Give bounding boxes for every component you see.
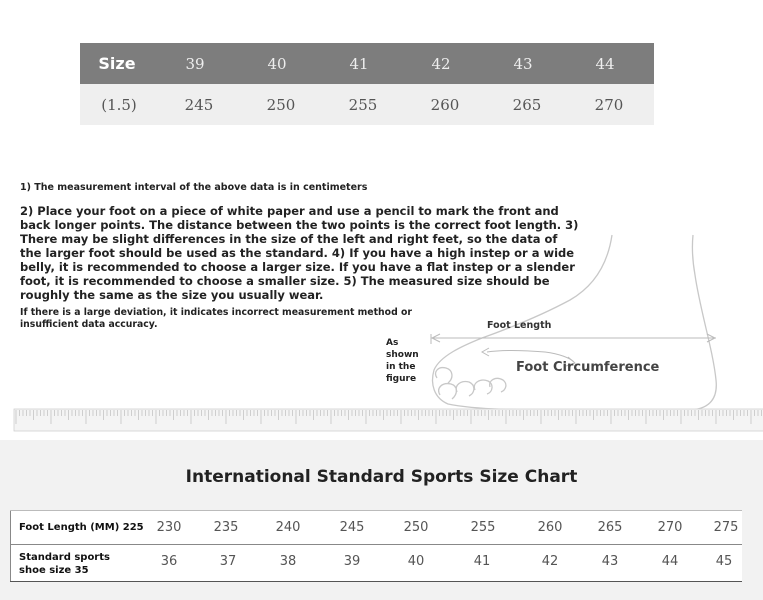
size-header-label: Size: [98, 54, 136, 73]
shoe-size-cell: 38: [279, 554, 297, 569]
shoe-size-cell: 44: [661, 554, 679, 569]
foot-length-cell: 270: [657, 520, 683, 535]
foot-length-cell: 250: [403, 520, 429, 535]
shoe-size-cell: 45: [715, 554, 733, 569]
foot-circumference-label: Foot Circumference: [516, 360, 660, 375]
size-chart-title: International Standard Sports Size Chart: [185, 467, 578, 487]
as-shown-label: As shown in the figure: [386, 338, 419, 384]
foot-length-cell: 265: [597, 520, 623, 535]
shoe-size-cell: 39: [343, 554, 361, 569]
foot-length-cell: 230: [156, 520, 182, 535]
foot-length-row-label: Foot Length (MM) 225: [19, 522, 144, 533]
foot-length-label: Foot Length: [487, 320, 552, 331]
foot-length-row: [10, 511, 742, 544]
ruler: [14, 409, 763, 431]
foot-length-cell: 245: [339, 520, 365, 535]
foot-length-cell: 275: [713, 520, 739, 535]
size-cell: 44: [595, 54, 615, 73]
size-cell: 42: [431, 54, 451, 73]
shoe-size-cell: 43: [601, 554, 619, 569]
shoe-size-cell: 41: [473, 554, 491, 569]
size-cell: 43: [513, 54, 533, 73]
value-cell: 270: [594, 95, 624, 114]
size-cell: 41: [349, 54, 369, 73]
shoe-size-cell: 37: [219, 554, 237, 569]
foot-length-cell: 235: [213, 520, 239, 535]
shoe-size-cell: 40: [407, 554, 425, 569]
value-cell: 265: [512, 95, 542, 114]
measurement-note: 1) The measurement interval of the above data is in centimeters: [20, 182, 368, 193]
row-label: (1.5): [101, 95, 137, 114]
value-cell: 260: [430, 95, 460, 114]
shoe-size-cell: 36: [160, 554, 178, 569]
size-cell: 39: [185, 54, 205, 73]
value-cell: 245: [184, 95, 214, 114]
foot-length-cell: 255: [470, 520, 496, 535]
foot-length-cell: 260: [537, 520, 563, 535]
value-cell: 250: [266, 95, 296, 114]
shoe-size-row: [10, 545, 742, 578]
shoe-size-row-label: Standard sports shoe size 35: [19, 552, 110, 576]
instructions-text: 2) Place your foot on a piece of white paper and use a pencil to mark the front and back longer points. The distance between the two points is the correct foot length. 3) There may be slight differences in the size of the left and right feet, so the data of the larger foot should be used as the standard. 4) If you have a high instep or a wide belly, it is recommended to choose a larger size. If you have a flat instep or a slender foot, it is recommended to choose a smaller size. 5) The measured size should be roughly the same as the size you usually wear.: [20, 204, 579, 302]
value-cell: 255: [348, 95, 378, 114]
foot-length-cell: 240: [275, 520, 301, 535]
shoe-size-cell: 42: [541, 554, 559, 569]
size-cell: 40: [267, 54, 287, 73]
size-chart-table: [10, 510, 742, 582]
deviation-note: If there is a large deviation, it indicates incorrect measurement method or insufficient data accuracy.: [20, 307, 412, 330]
